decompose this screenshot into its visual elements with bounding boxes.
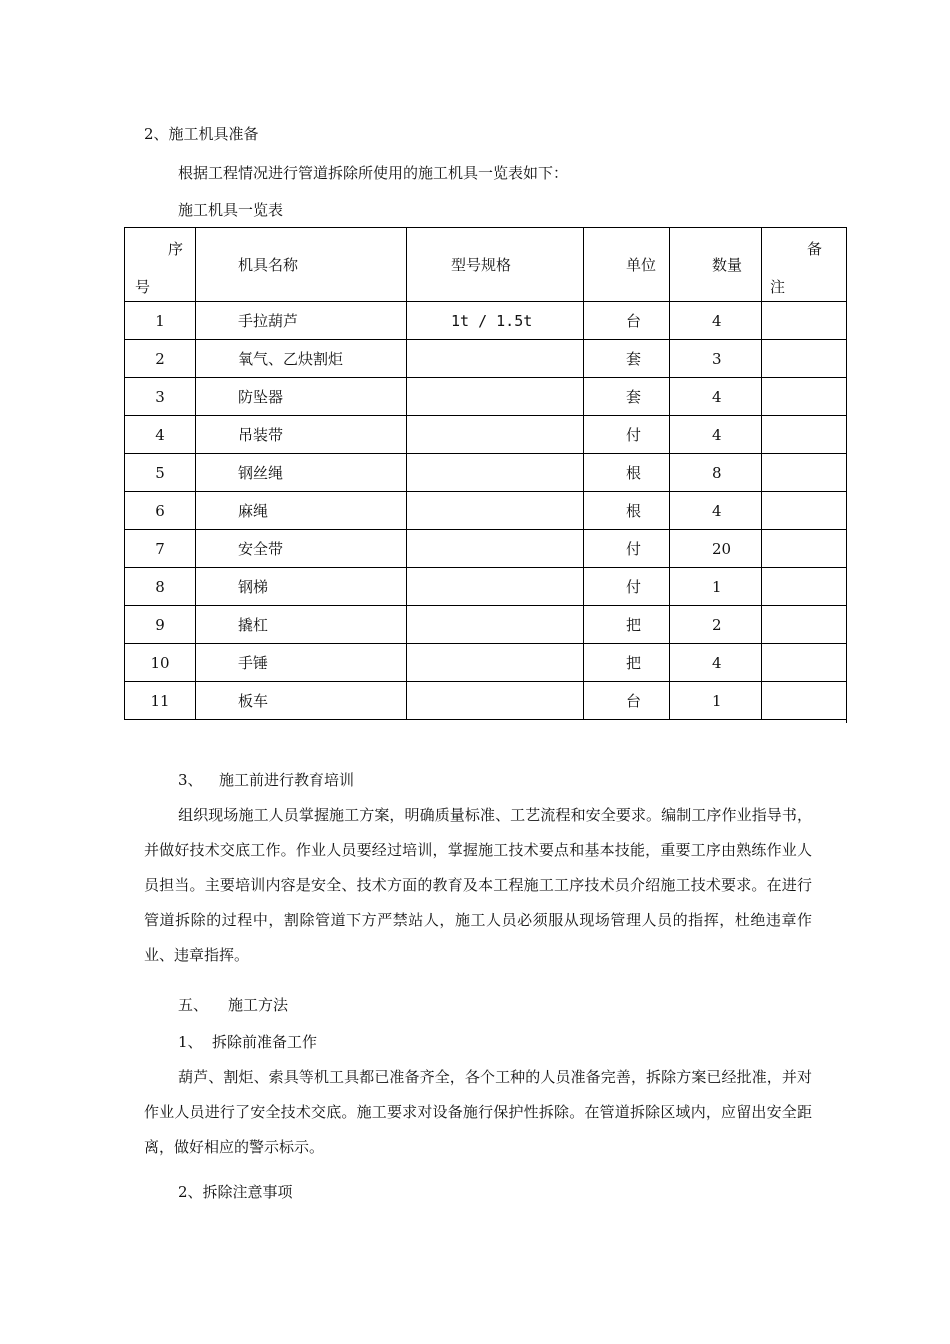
cell-qty: 4 — [670, 644, 762, 682]
subsection1-number: 1、 — [178, 1033, 203, 1051]
cell-name: 吊装带 — [196, 416, 407, 454]
cell-spec — [407, 340, 584, 378]
cell-no: 7 — [125, 530, 196, 568]
cell-note — [762, 340, 847, 378]
cell-qty: 4 — [670, 492, 762, 530]
header-cell-qty: 数量 — [670, 228, 762, 302]
cell-no: 5 — [125, 454, 196, 492]
table-row — [125, 416, 847, 454]
table-row — [125, 644, 847, 682]
cell-unit: 把 — [584, 644, 670, 682]
cell-no: 2 — [125, 340, 196, 378]
cell-note — [762, 416, 847, 454]
cell-spec — [407, 416, 584, 454]
table-row — [125, 302, 847, 340]
cell-no: 6 — [125, 492, 196, 530]
cell-note — [762, 568, 847, 606]
cell-no: 11 — [125, 682, 196, 720]
cell-qty: 8 — [670, 454, 762, 492]
header-cell-note — [762, 228, 847, 302]
section3-body-text: 组织现场施工人员掌握施工方案，明确质量标准、工艺流程和安全要求。编制工序作业指导书，并做好技术交底工作。作业人员要经过培训，掌握施工技术要点和基本技能，重要工序由熟练作业人员担当。主要培训内容是安全、技术方面的教育及本工程施工工序技术员介绍施工技术要求。在进行管道拆除的过程中，割除管道下方严禁站人，施工人员必须服从现场管理人员的指挥，杜绝违章作业、违章指挥。 — [144, 806, 812, 964]
cell-note — [762, 606, 847, 644]
cell-name: 麻绳 — [196, 492, 407, 530]
equipment-table — [124, 227, 847, 720]
cell-unit: 套 — [584, 340, 670, 378]
cell-qty: 1 — [670, 568, 762, 606]
table-row — [125, 340, 847, 378]
subsection2-heading: 2、拆除注意事项 — [178, 1183, 293, 1201]
cell-name: 手拉葫芦 — [196, 302, 407, 340]
cell-spec — [407, 492, 584, 530]
cell-unit: 根 — [584, 454, 670, 492]
section3-title: 施工前进行教育培训 — [219, 771, 355, 789]
cell-note — [762, 492, 847, 530]
cell-no: 4 — [125, 416, 196, 454]
cell-spec — [407, 682, 584, 720]
header-cell-name: 机具名称 — [196, 228, 407, 302]
cell-qty: 1 — [670, 682, 762, 720]
cell-qty: 3 — [670, 340, 762, 378]
cell-unit: 付 — [584, 416, 670, 454]
cell-unit: 台 — [584, 302, 670, 340]
section3-body — [144, 798, 812, 973]
cell-name: 钢梯 — [196, 568, 407, 606]
table-row — [125, 530, 847, 568]
cell-qty: 2 — [670, 606, 762, 644]
table-right-double-edge — [846, 227, 847, 723]
cell-name: 防坠器 — [196, 378, 407, 416]
cell-name: 钢丝绳 — [196, 454, 407, 492]
subsection1-body — [144, 1060, 812, 1165]
table-row — [125, 606, 847, 644]
cell-note — [762, 682, 847, 720]
table-header-row — [125, 228, 847, 302]
header-no-top: 序 — [167, 240, 183, 258]
cell-no: 1 — [125, 302, 196, 340]
header-cell-unit: 单位 — [584, 228, 670, 302]
table-row — [125, 454, 847, 492]
cell-note — [762, 530, 847, 568]
header-no-bottom: 号 — [135, 278, 151, 296]
cell-name: 氧气、乙炔割炬 — [196, 340, 407, 378]
table-row — [125, 492, 847, 530]
cell-qty: 4 — [670, 416, 762, 454]
cell-qty: 20 — [670, 530, 762, 568]
cell-no: 8 — [125, 568, 196, 606]
header-note-top: 备 — [806, 240, 822, 258]
cell-qty: 4 — [670, 378, 762, 416]
cell-unit: 台 — [584, 682, 670, 720]
cell-spec — [407, 606, 584, 644]
cell-qty: 4 — [670, 302, 762, 340]
section5-number: 五、 — [178, 996, 209, 1014]
cell-no: 3 — [125, 378, 196, 416]
cell-spec — [407, 568, 584, 606]
table-row — [125, 682, 847, 720]
table-caption: 施工机具一览表 — [178, 201, 284, 219]
cell-name: 板车 — [196, 682, 407, 720]
cell-spec: 1t / 1.5t — [407, 302, 584, 340]
intro-line: 根据工程情况进行管道拆除所使用的施工机具一览表如下： — [178, 164, 569, 182]
subsection1-body-text: 葫芦、割炬、索具等机工具都已准备齐全，各个工种的人员准备完善，拆除方案已经批准，并对作业人员进行了安全技术交底。施工要求对设备施行保护性拆除。在管道拆除区域内，应留出安全距离，做好相应的警示标示。 — [144, 1068, 812, 1156]
cell-note — [762, 302, 847, 340]
section3-number: 3、 — [178, 771, 203, 789]
cell-name: 撬杠 — [196, 606, 407, 644]
cell-unit: 付 — [584, 530, 670, 568]
header-note-bottom: 注 — [770, 278, 786, 296]
cell-note — [762, 378, 847, 416]
header-cell-no — [125, 228, 196, 302]
table-row — [125, 568, 847, 606]
cell-unit: 把 — [584, 606, 670, 644]
cell-note — [762, 454, 847, 492]
table-row — [125, 378, 847, 416]
cell-name: 手锤 — [196, 644, 407, 682]
section-heading-equipment-prep: 2、施工机具准备 — [144, 125, 259, 143]
cell-name: 安全带 — [196, 530, 407, 568]
cell-no: 9 — [125, 606, 196, 644]
cell-unit: 根 — [584, 492, 670, 530]
cell-spec — [407, 378, 584, 416]
cell-spec — [407, 530, 584, 568]
cell-spec — [407, 644, 584, 682]
cell-note — [762, 644, 847, 682]
cell-spec — [407, 454, 584, 492]
cell-no: 10 — [125, 644, 196, 682]
cell-unit: 付 — [584, 568, 670, 606]
subsection1-title: 拆除前准备工作 — [212, 1033, 318, 1051]
section5-title: 施工方法 — [228, 996, 289, 1014]
header-cell-spec: 型号规格 — [407, 228, 584, 302]
cell-unit: 套 — [584, 378, 670, 416]
